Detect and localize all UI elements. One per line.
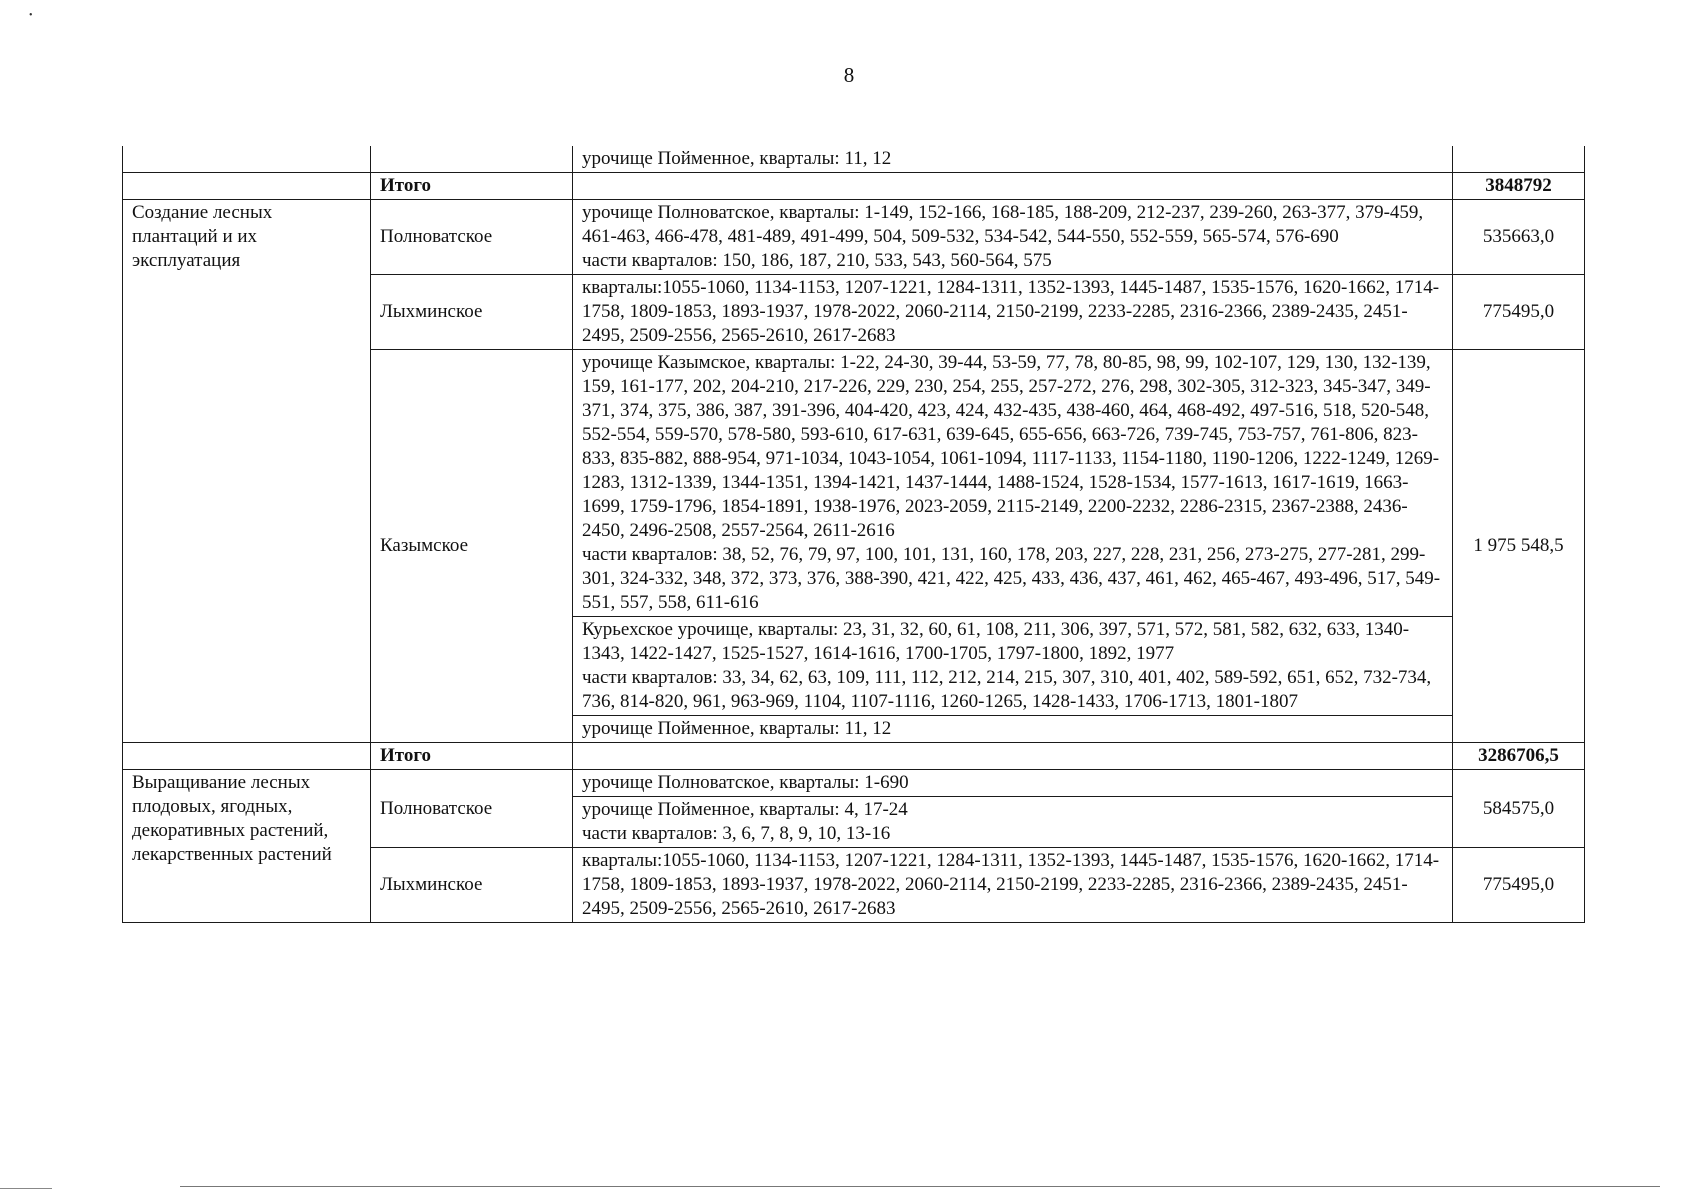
activity-name: Выращивание лесных плодовых, ягодных, декоративных растений, лекарственных растений — [123, 770, 371, 923]
area-value: 535663,0 — [1453, 200, 1585, 275]
total-value: 3848792 — [1453, 173, 1585, 200]
total-label: Итого — [371, 173, 573, 200]
area-value: 584575,0 — [1453, 770, 1585, 848]
quarters-cell-empty — [573, 743, 1453, 770]
forestry-cell-empty — [371, 146, 573, 173]
activity-cell-empty — [123, 173, 371, 200]
area-value: 775495,0 — [1453, 848, 1585, 923]
quarters-cell-empty — [573, 173, 1453, 200]
quarters-cell: урочище Пойменное, кварталы: 11, 12 — [573, 716, 1453, 743]
quarters-cell — [573, 200, 1453, 275]
forestry-name: Полноватское — [371, 770, 573, 848]
partial-quarters-text: части кварталов: 3, 6, 7, 8, 9, 10, 13-16 — [582, 823, 891, 844]
total-value: 3286706,5 — [1453, 743, 1585, 770]
quarters-text: урочище Полноватское, кварталы: 1-149, 152-166, 168-185, 188-209, 212-237, 239-260, 263-377, 379-459, 461-463, 466-478, 481-489, 491-499, 504, 509-532, 534-542, 544-550, 552-559, 565-574, 576-690 — [582, 202, 1424, 247]
forestry-name: Полноватское — [371, 200, 573, 275]
quarters-cell — [573, 617, 1453, 716]
area-cell-empty — [1453, 146, 1585, 173]
quarters-cell: кварталы:1055-1060, 1134-1153, 1207-1221, 1284-1311, 1352-1393, 1445-1487, 1535-1576, 1620-1662, 1714-1758, 1809-1853, 1893-1937, 1978-2022, 2060-2114, 2150-2199, 2233-2285, 2316-2366, 2389-2435, 2451-2495, 2509-2556, 2565-2610, 2617-2683 — [573, 275, 1453, 350]
partial-quarters-text: части кварталов: 33, 34, 62, 63, 109, 111, 112, 212, 214, 215, 307, 310, 401, 402, 589-592, 651, 652, 732-734, 736, 814-820, 961, 963-969, 1104, 1107-1116, 1260-1265, 1428-1433, 1706-1713, 1801-1807 — [582, 667, 1432, 712]
forestry-name: Казымское — [371, 350, 573, 743]
forest-quarters-table — [122, 146, 1585, 923]
quarters-cell: кварталы:1055-1060, 1134-1153, 1207-1221, 1284-1311, 1352-1393, 1445-1487, 1535-1576, 1620-1662, 1714-1758, 1809-1853, 1893-1937, 1978-2022, 2060-2114, 2150-2199, 2233-2285, 2316-2366, 2389-2435, 2451-2495, 2509-2556, 2565-2610, 2617-2683 — [573, 848, 1453, 923]
partial-quarters-text: части кварталов: 150, 186, 187, 210, 533, 543, 560-564, 575 — [582, 250, 1052, 271]
scan-mark: • — [29, 10, 33, 21]
area-value: 1 975 548,5 — [1453, 350, 1585, 743]
activity-cell-empty — [123, 146, 371, 173]
activity-cell-empty — [123, 743, 371, 770]
table-row — [123, 200, 1585, 275]
activity-name: Создание лесных плантаций и их эксплуатация — [123, 200, 371, 743]
total-row — [123, 743, 1585, 770]
forestry-name: Лыхминское — [371, 275, 573, 350]
total-row — [123, 173, 1585, 200]
table-row — [123, 146, 1585, 173]
quarters-cell: урочище Полноватское, кварталы: 1-690 — [573, 770, 1453, 797]
quarters-cell — [573, 797, 1453, 848]
partial-quarters-text: части кварталов: 38, 52, 76, 79, 97, 100, 101, 131, 160, 178, 203, 227, 228, 231, 256, 273-275, 277-281, 299-301, 324-332, 348, 372, 373, 376, 388-390, 421, 422, 425, 433, 436, 437, 461, 462, 465-467, 493-496, 517, 549-551, 557, 558, 611-616 — [582, 544, 1441, 613]
quarters-cell — [573, 350, 1453, 617]
forestry-name: Лыхминское — [371, 848, 573, 923]
footer-rule — [180, 1186, 1660, 1187]
quarters-cell: урочище Пойменное, кварталы: 11, 12 — [573, 146, 1453, 173]
area-value: 775495,0 — [1453, 275, 1585, 350]
total-label: Итого — [371, 743, 573, 770]
quarters-text: урочище Пойменное, кварталы: 4, 17-24 — [582, 799, 908, 820]
table-row — [123, 770, 1585, 797]
quarters-text: Курьехское урочище, кварталы: 23, 31, 32, 60, 61, 108, 211, 306, 397, 571, 572, 581, 582, 632, 633, 1340-1343, 1422-1427, 1525-1527, 1614-1616, 1700-1705, 1797-1800, 1892, 1977 — [582, 619, 1410, 664]
footer-rule-left — [0, 1188, 52, 1189]
page-number: 8 — [843, 63, 855, 87]
quarters-text: урочище Казымское, кварталы: 1-22, 24-30, 39-44, 53-59, 77, 78, 80-85, 98, 99, 102-107, 129, 130, 132-139, 159, 161-177, 202, 204-210, 217-226, 229, 230, 254, 255, 257-272, 276, 298, 302-305, 312-323, 345-347, 349-371, 374, 375, 386, 387, 391-396, 404-420, 423, 424, 432-435, 438-460, 464, 468-492, 497-516, 518, 520-548, 552-554, 559-570, 578-580, 593-610, 617-631, 639-645, 655-656, 663-726, 739-745, 753-757, 761-806, 823-833, 835-882, 888-954, 971-1034, 1043-1054, 1061-1094, 1117-1133, 1154-1180, 1190-1206, 1222-1249, 1269-1283, 1312-1339, 1344-1351, 1394-1421, 1437-1444, 1488-1524, 1528-1534, 1577-1613, 1617-1619, 1663-1699, 1759-1796, 1854-1891, 1938-1976, 2023-2059, 2115-2149, 2200-2232, 2286-2315, 2367-2388, 2436-2450, 2496-2508, 2557-2564, 2611-2616 — [582, 352, 1440, 541]
